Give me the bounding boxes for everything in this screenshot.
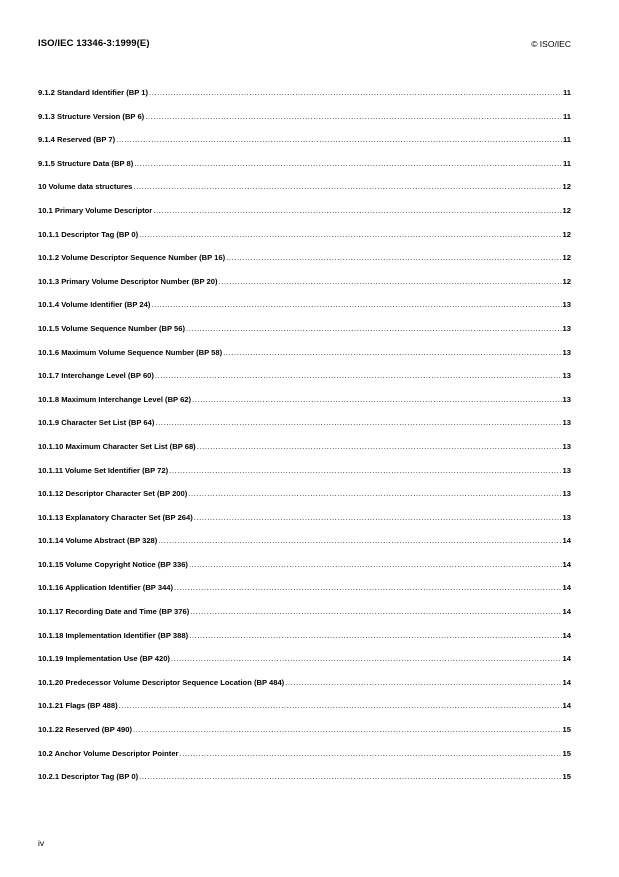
toc-leader-dots <box>192 395 561 404</box>
toc-entry[interactable] <box>38 300 571 324</box>
toc-entry-title: 10.2.1 Descriptor Tag (BP 0) <box>38 772 139 782</box>
toc-entry-title: 10.1.22 Reserved (BP 490) <box>38 725 132 735</box>
toc-entry[interactable] <box>38 371 571 395</box>
toc-entry[interactable] <box>38 277 571 301</box>
toc-leader-dots <box>226 253 561 262</box>
toc-entry[interactable] <box>38 749 571 773</box>
toc-entry[interactable] <box>38 159 571 183</box>
document-id: ISO/IEC 13346-3:1999(E) <box>38 38 150 49</box>
toc-leader-dots <box>219 277 562 286</box>
toc-entry-title: 10.2 Anchor Volume Descriptor Pointer <box>38 748 179 758</box>
toc-entry[interactable] <box>38 654 571 678</box>
toc-entry[interactable] <box>38 253 571 277</box>
toc-entry[interactable] <box>38 536 571 560</box>
toc-entry-title: 10.1.11 Volume Set Identifier (BP 72) <box>38 465 169 475</box>
toc-leader-dots <box>189 631 561 640</box>
toc-entry-page: 14 <box>562 701 571 711</box>
toc-entry-page: 14 <box>562 536 571 546</box>
toc-entry-title: 10.1.3 Primary Volume Descriptor Number (BP 20) <box>38 276 218 286</box>
copyright-notice: © ISO/IEC <box>531 39 571 49</box>
toc-entry[interactable] <box>38 348 571 372</box>
toc-leader-dots <box>139 230 561 239</box>
toc-leader-dots <box>174 583 562 592</box>
toc-entry-page: 13 <box>562 347 571 357</box>
toc-entry-title: 10.1.2 Volume Descriptor Sequence Number (BP 16) <box>38 253 226 263</box>
toc-leader-dots <box>139 772 561 781</box>
toc-entry[interactable] <box>38 395 571 419</box>
toc-entry-page: 12 <box>562 229 571 239</box>
toc-entry-title: 9.1.2 Standard Identifier (BP 1) <box>38 88 148 97</box>
toc-entry-page: 11 <box>562 88 571 97</box>
toc-entry-title: 10.1.21 Flags (BP 488) <box>38 701 118 711</box>
toc-entry-title: 10.1.20 Predecessor Volume Descriptor Sequence Location (BP 484) <box>38 677 285 687</box>
toc-leader-dots <box>116 135 562 144</box>
toc-leader-dots <box>158 536 561 545</box>
toc-entry[interactable] <box>38 230 571 254</box>
toc-leader-dots <box>145 112 562 121</box>
toc-entry-title: 10.1.16 Application Identifier (BP 344) <box>38 583 174 593</box>
toc-leader-dots <box>197 442 562 451</box>
toc-entry[interactable] <box>38 206 571 230</box>
toc-leader-dots <box>171 654 562 663</box>
toc-entry-title: 10.1.4 Volume Identifier (BP 24) <box>38 300 151 310</box>
toc-entry[interactable] <box>38 513 571 537</box>
toc-entry[interactable] <box>38 418 571 442</box>
toc-leader-dots <box>133 182 561 191</box>
toc-leader-dots <box>153 206 561 215</box>
toc-leader-dots <box>186 324 562 333</box>
toc-leader-dots <box>188 489 561 498</box>
toc-entry[interactable] <box>38 442 571 466</box>
toc-entry-page: 14 <box>562 630 571 640</box>
toc-entry-title: 10 Volume data structures <box>38 182 133 192</box>
toc-entry-page: 13 <box>562 371 571 381</box>
toc-leader-dots <box>180 749 562 758</box>
toc-entry[interactable] <box>38 324 571 348</box>
toc-leader-dots <box>155 418 561 427</box>
toc-entry-page: 11 <box>562 158 571 168</box>
toc-entry-title: 9.1.4 Reserved (BP 7) <box>38 135 116 145</box>
toc-entry-page: 13 <box>562 323 571 333</box>
table-of-contents <box>38 88 571 796</box>
toc-entry[interactable] <box>38 701 571 725</box>
toc-leader-dots <box>149 88 562 97</box>
toc-entry-title: 10.1.5 Volume Sequence Number (BP 56) <box>38 323 186 333</box>
toc-leader-dots <box>194 513 562 522</box>
toc-entry-page: 13 <box>562 512 571 522</box>
toc-leader-dots <box>285 678 561 687</box>
toc-entry[interactable] <box>38 725 571 749</box>
toc-entry[interactable] <box>38 88 571 112</box>
toc-entry-title: 10.1.14 Volume Abstract (BP 328) <box>38 536 158 546</box>
toc-entry-page: 12 <box>562 253 571 263</box>
toc-entry-title: 10.1.12 Descriptor Character Set (BP 200) <box>38 489 188 499</box>
toc-entry-page: 13 <box>562 300 571 310</box>
toc-leader-dots <box>169 466 561 475</box>
toc-entry-title: 10.1.18 Implementation Identifier (BP 388) <box>38 630 189 640</box>
toc-leader-dots <box>190 607 561 616</box>
toc-leader-dots <box>119 701 562 710</box>
toc-entry[interactable] <box>38 182 571 206</box>
toc-entry-title: 10.1.17 Recording Date and Time (BP 376) <box>38 607 190 617</box>
toc-entry[interactable] <box>38 631 571 655</box>
toc-entry-page: 13 <box>562 418 571 428</box>
toc-entry-page: 14 <box>562 607 571 617</box>
toc-entry-title: 10.1.1 Descriptor Tag (BP 0) <box>38 229 139 239</box>
toc-entry-title: 10.1.8 Maximum Interchange Level (BP 62) <box>38 394 192 404</box>
toc-leader-dots <box>151 300 561 309</box>
toc-entry-title: 10.1.7 Interchange Level (BP 60) <box>38 371 154 381</box>
toc-entry[interactable] <box>38 607 571 631</box>
toc-entry[interactable] <box>38 678 571 702</box>
toc-entry-page: 14 <box>562 677 571 687</box>
toc-leader-dots <box>223 348 561 357</box>
toc-entry[interactable] <box>38 583 571 607</box>
toc-entry-title: 10.1.15 Volume Copyright Notice (BP 336) <box>38 559 188 569</box>
toc-entry-title: 10.1.13 Explanatory Character Set (BP 264) <box>38 512 193 522</box>
toc-entry-page: 14 <box>562 654 571 664</box>
toc-entry[interactable] <box>38 135 571 159</box>
toc-entry-page: 11 <box>562 111 571 121</box>
toc-entry-title: 9.1.3 Structure Version (BP 6) <box>38 111 145 121</box>
page-header <box>38 38 571 54</box>
toc-entry-title: 10.1.10 Maximum Character Set List (BP 68) <box>38 441 196 451</box>
toc-entry-page: 13 <box>562 394 571 404</box>
toc-leader-dots <box>133 725 562 734</box>
toc-entry-page: 14 <box>562 583 571 593</box>
toc-entry-page: 15 <box>562 725 571 735</box>
toc-entry-title: 10.1.6 Maximum Volume Sequence Number (BP 58) <box>38 347 223 357</box>
toc-entry-title: 9.1.5 Structure Data (BP 8) <box>38 158 134 168</box>
toc-entry-page: 11 <box>562 135 571 145</box>
toc-entry[interactable] <box>38 489 571 513</box>
page-number: iv <box>38 838 45 848</box>
toc-entry-page: 12 <box>562 276 571 286</box>
toc-entry-page: 13 <box>562 465 571 475</box>
toc-entry[interactable] <box>38 112 571 136</box>
toc-entry-page: 12 <box>562 205 571 215</box>
toc-entry-page: 15 <box>562 748 571 758</box>
toc-entry-page: 13 <box>562 489 571 499</box>
toc-leader-dots <box>155 371 562 380</box>
toc-entry-page: 15 <box>562 772 571 782</box>
toc-entry-title: 10.1.19 Implementation Use (BP 420) <box>38 654 170 664</box>
toc-entry-title: 10.1 Primary Volume Descriptor <box>38 205 153 215</box>
toc-leader-dots <box>189 560 562 569</box>
toc-entry[interactable] <box>38 772 571 796</box>
toc-entry-page: 12 <box>562 182 571 192</box>
toc-entry[interactable] <box>38 466 571 490</box>
toc-entry-title: 10.1.9 Character Set List (BP 64) <box>38 418 155 428</box>
toc-entry-page: 13 <box>562 441 571 451</box>
toc-leader-dots <box>134 159 562 168</box>
toc-entry-page: 14 <box>562 559 571 569</box>
toc-entry[interactable] <box>38 560 571 584</box>
